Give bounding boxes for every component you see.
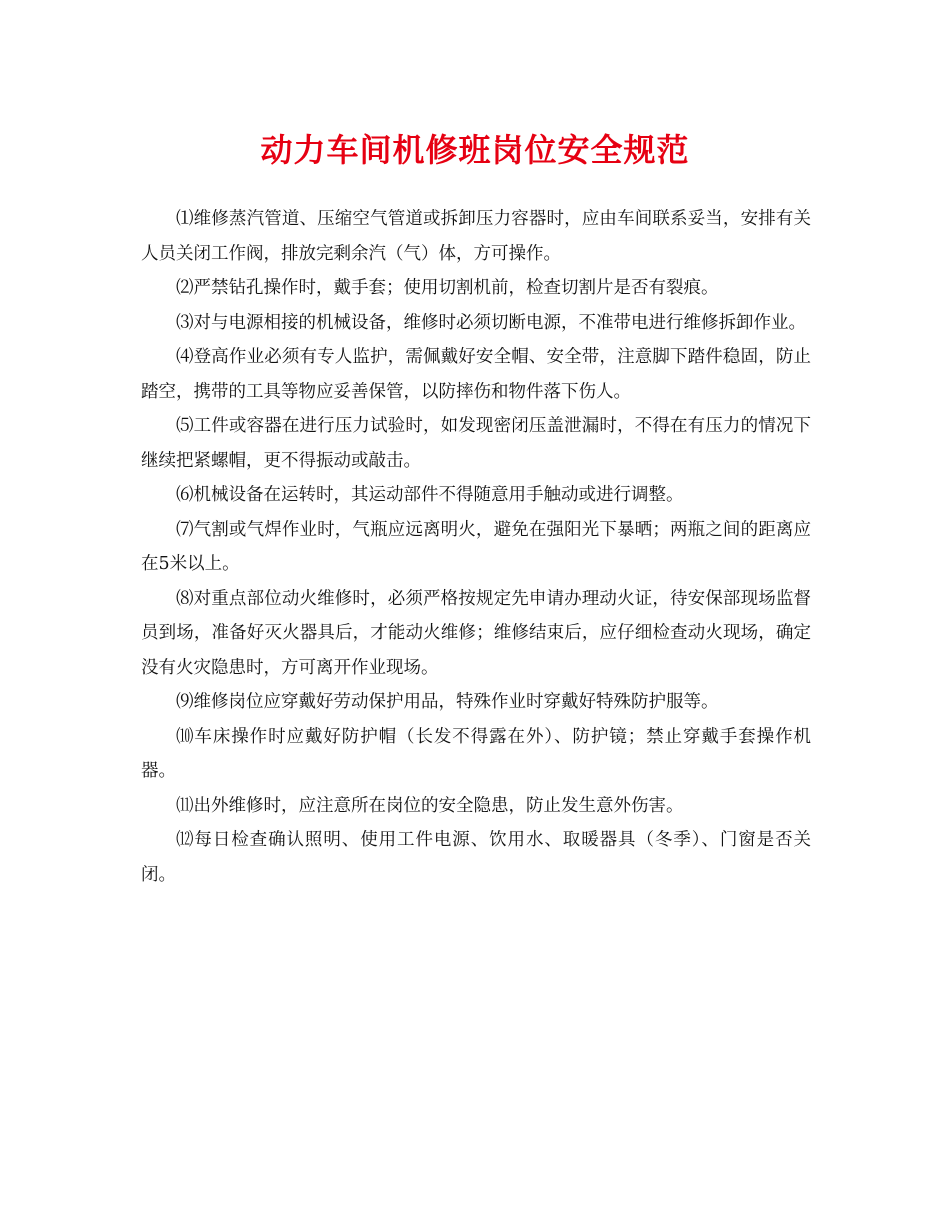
document-title: 动力车间机修班岗位安全规范 bbox=[260, 131, 690, 169]
rule-paragraph-6: ⑹机械设备在运转时，其运动部件不得随意用手触动或进行调整。 bbox=[176, 485, 684, 505]
rule-paragraph-7: ⑺气割或气焊作业时，气瓶应远离明火，避免在强阳光下暴晒；两瓶之间的距离应在5米以上。 bbox=[141, 519, 811, 574]
rule-paragraph-3: ⑶对与电源相接的机械设备，维修时必须切断电源，不准带电进行维修拆卸作业。 bbox=[176, 312, 806, 333]
rule-paragraph-8: ⑻对重点部位动火维修时，必须严格按规定先申请办理动火证，待安保部现场监督员到场，准备好灭火器具后，才能动火维修；维修结束后，应仔细检查动火现场，确定没有火灾隐患时，方可离开作业现场。 bbox=[141, 588, 811, 678]
rule-paragraph-10: ⑽车床操作时应戴好防护帽（长发不得露在外）、防护镜；禁止穿戴手套操作机器。 bbox=[141, 726, 811, 781]
rule-paragraph-5: ⑸工件或容器在进行压力试验时，如发现密闭压盖泄漏时，不得在有压力的情况下继续把紧螺帽，更不得振动或敲击。 bbox=[141, 416, 811, 471]
rule-paragraph-1: ⑴维修蒸汽管道、压缩空气管道或拆卸压力容器时，应由车间联系妥当，安排有关人员关闭工作阀，排放完剩余汽（气）体，方可操作。 bbox=[141, 209, 811, 264]
rule-paragraph-4: ⑷登高作业必须有专人监护，需佩戴好安全帽、安全带，注意脚下踏件稳固，防止踏空，携带的工具等物应妥善保管，以防摔伤和物件落下伤人。 bbox=[141, 347, 811, 402]
rule-paragraph-9: ⑼维修岗位应穿戴好劳动保护用品，特殊作业时穿戴好特殊防护服等。 bbox=[176, 692, 719, 712]
document-body bbox=[141, 202, 811, 892]
rule-paragraph-11: ⑾出外维修时，应注意所在岗位的安全隐患，防止发生意外伤害。 bbox=[176, 795, 684, 816]
rule-paragraph-2: ⑵严禁钻孔操作时，戴手套；使用切割机前，检查切割片是否有裂痕。 bbox=[176, 278, 719, 298]
rule-paragraph-12: ⑿每日检查确认照明、使用工件电源、饮用水、取暖器具（冬季）、门窗是否关闭。 bbox=[141, 830, 811, 885]
